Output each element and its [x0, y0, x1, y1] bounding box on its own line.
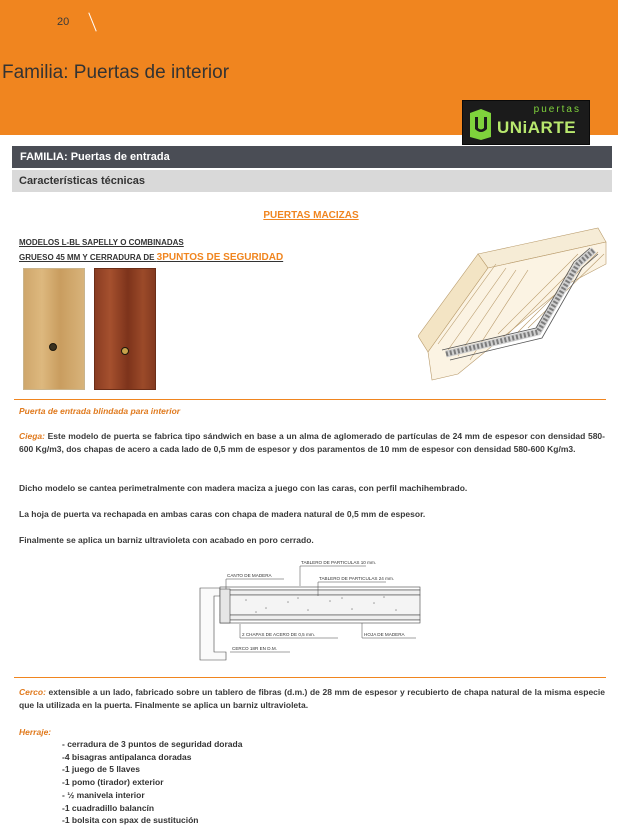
divider-top — [14, 399, 606, 400]
grueso-text: GRUESO 45 MM Y CERRADURA DE — [19, 253, 157, 262]
door-knob-icon — [121, 347, 129, 355]
divider-bottom — [14, 677, 606, 678]
label-tablero-24: TABLERO DE PARTICULAS 24 mm. — [319, 576, 395, 581]
grueso-highlight: 3PUNTOS DE SEGURIDAD — [156, 252, 284, 263]
logo-mark-icon — [467, 107, 495, 141]
door-photo-light — [23, 268, 85, 390]
cerco-paragraph — [19, 686, 605, 712]
paragraph-barniz: Finalmente se aplica un barniz ultravioleta con acabado en poro cerrado. — [19, 535, 314, 545]
herraje-item: -1 pomo (tirador) exterior — [62, 777, 164, 788]
herraje-item: -4 bisagras antipalanca doradas — [62, 751, 192, 762]
section-heading: PUERTAS MACIZAS — [263, 210, 359, 221]
herraje-list — [62, 738, 242, 827]
ciega-label: Ciega: — [19, 431, 45, 441]
header-divider — [88, 13, 96, 32]
label-hoja: HOJA DE MADERA — [364, 632, 405, 637]
herraje-item: - cerradura de 3 puntos de seguridad dorada — [62, 739, 243, 749]
familia-bar: FAMILIA: Puertas de entrada — [12, 146, 612, 168]
door-section-diagram — [196, 556, 424, 664]
page-number: 20 — [57, 16, 70, 28]
door-cutaway-illustration — [418, 224, 608, 384]
herraje-title: Herraje: — [19, 727, 52, 737]
grueso-line — [19, 252, 283, 263]
subheading: Puerta de entrada blindada para interior — [19, 406, 181, 416]
paragraph-canteado: Dicho modelo se cantea perimetralmente con madera maciza a juego con las caras, con perfil machihembrado. — [19, 483, 468, 493]
label-tablero-10: TABLERO DE PARTICULAS 10 mm. — [301, 560, 377, 565]
ciega-paragraph — [19, 430, 605, 456]
herraje-item: -1 juego de 5 llaves — [62, 764, 140, 775]
label-canto: CANTO DE MADERA — [227, 573, 272, 578]
herraje-item: -1 bolsita con spax de sustitución — [62, 815, 199, 826]
herraje-item: - ½ manivela interior — [62, 789, 145, 800]
label-chapas: 2 CHAPAS DE ACERO DE 0,5 mm. — [242, 632, 315, 637]
cerco-label: Cerco: — [19, 687, 46, 697]
herraje-item: -1 cuadradillo balancín — [62, 802, 155, 813]
paragraph-rechapado: La hoja de puerta va rechapada en ambas caras con chapa de madera natural de 0,5 mm de espesor. — [19, 509, 426, 519]
caracteristicas-bar: Características técnicas — [12, 170, 612, 192]
cerco-text: extensible a un lado, fabricado sobre un tablero de fibras (d.m.) de 28 mm de espesor y recubierto de chapa natural de la misma especie que la utilizada en la puerta. Finalmente se aplica un barniz ultravioleta. — [19, 687, 605, 710]
door-photo-dark — [94, 268, 156, 390]
logo-wordmark: UNiARTE — [497, 118, 577, 137]
uniarte-logo — [462, 100, 590, 145]
label-cerco: CERCO 18R EN D.M. — [232, 646, 277, 651]
modelos-line: MODELOS L-BL SAPELLY O COMBINADAS — [19, 238, 184, 247]
page-title: Familia: Puertas de interior — [2, 62, 230, 83]
ciega-text: Este modelo de puerta se fabrica tipo sándwich en base a un alma de aglomerado de partículas de 24 mm de espesor con densidad 580-600 Kg/m3, dos chapas de acero a cada lado de 0,5 mm de espesor y dos paramentos de 10 mm de espesor con densidad 580-600 Kg/m3. — [19, 431, 605, 454]
logo-subtitle: puertas — [533, 104, 581, 115]
door-knob-icon — [49, 343, 57, 351]
